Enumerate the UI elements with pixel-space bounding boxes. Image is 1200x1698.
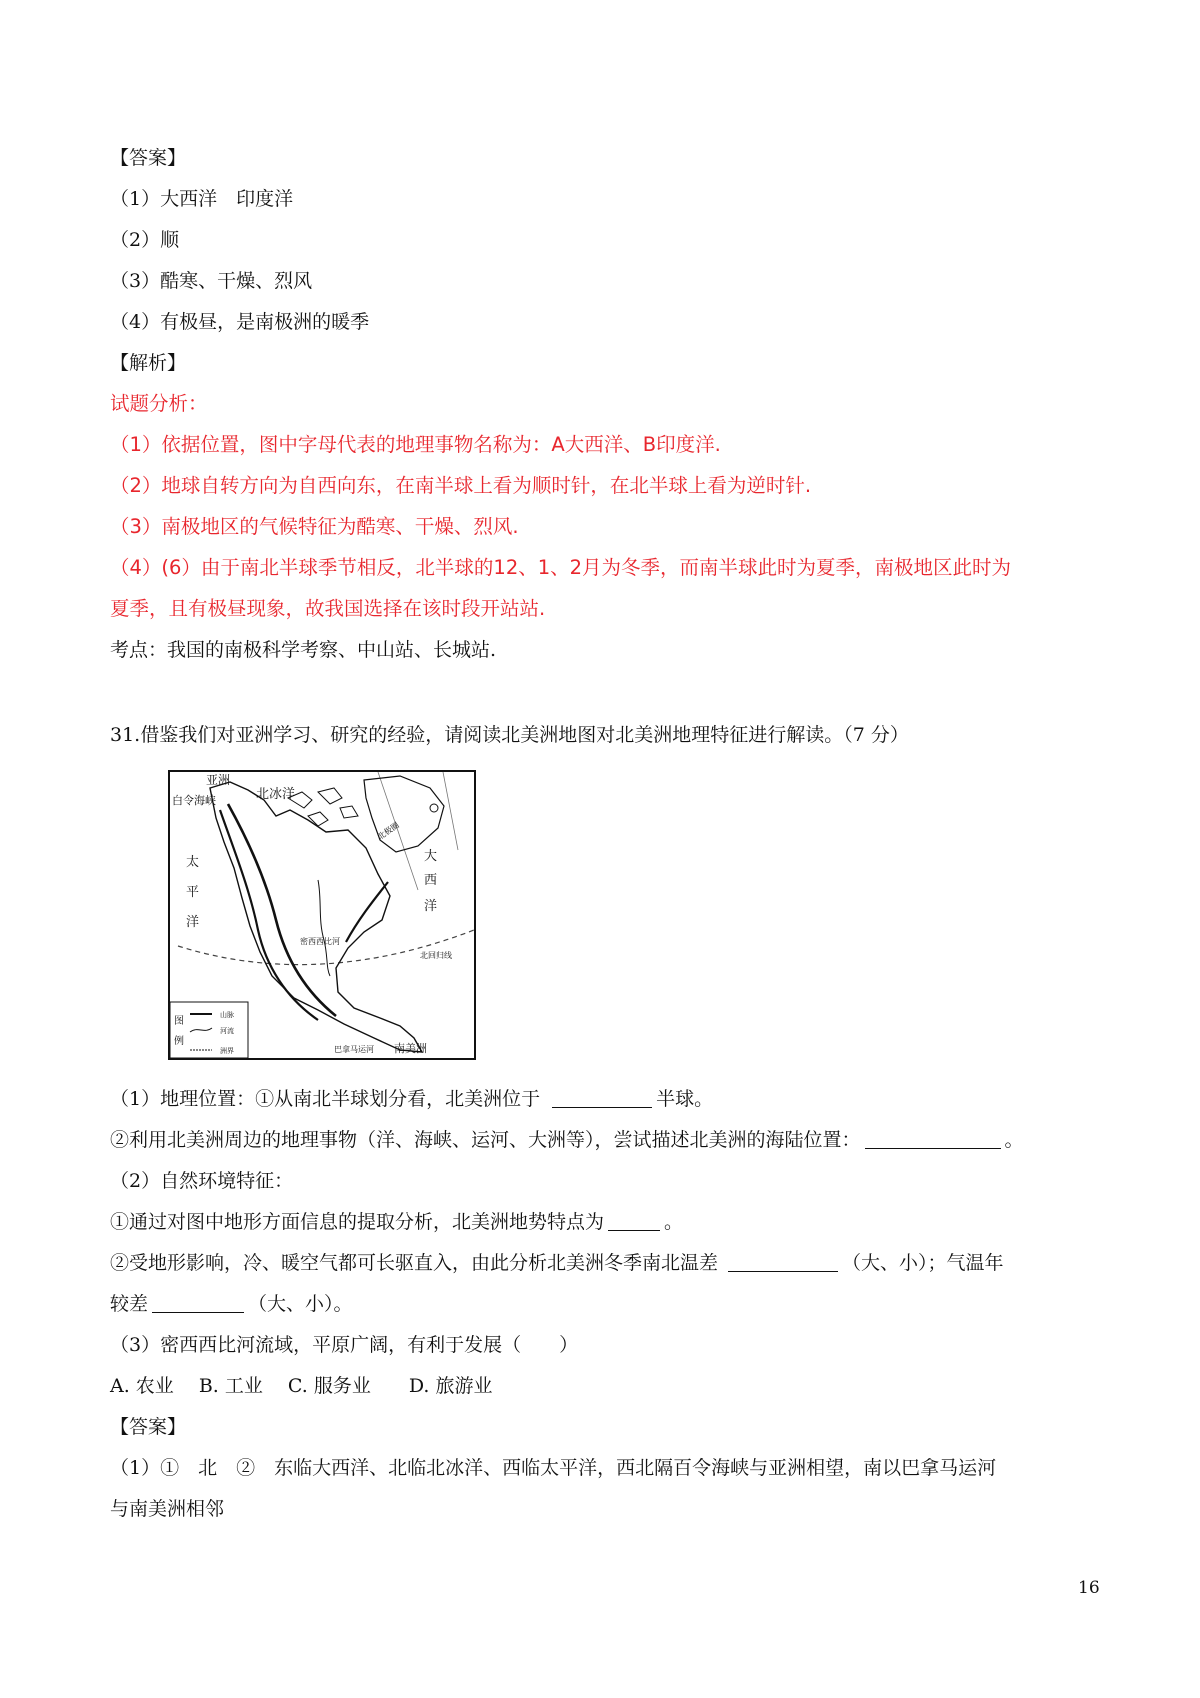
q2-b-text: ②受地形影响，冷、暖空气都可长驱直入，由此分析北美洲冬季南北温差 [110, 1252, 719, 1274]
q2-heading: （2）自然环境特征： [110, 1170, 294, 1192]
label-mississippi: 密西西比河 [300, 937, 340, 946]
kaodian-line: 考点：我国的南极科学考察、中山站、长城站. [110, 639, 497, 661]
answer-2-line: 与南美洲相邻 [110, 1498, 225, 1520]
question-stem: 31.借鉴我们对亚洲学习、研究的经验，请阅读北美洲地图对北美洲地理特征进行解读。（7 分） [110, 724, 909, 746]
answer-blank[interactable] [608, 1212, 660, 1231]
north-america-map [168, 770, 476, 1060]
analysis-heading: 【解析】 [110, 352, 187, 374]
q1-a [110, 1087, 713, 1111]
q3-options: A. 农业 B. 工业 C. 服务业 D. 旅游业 [110, 1375, 493, 1397]
legend-item: 河流 [220, 1027, 234, 1035]
legend-item: 山脉 [220, 1011, 234, 1019]
label-panama: 巴拿马运河 [334, 1045, 374, 1054]
analysis-line: 夏季，且有极昼现象，故我国选择在该时段开站站. [110, 597, 546, 620]
analysis-line: （2）地球自转方向为自西向东，在南半球上看为顺时针，在北半球上看为逆时针. [110, 474, 812, 497]
label-pacific-3: 洋 [186, 915, 200, 930]
label-tropic: 北回归线 [420, 951, 452, 960]
label-greenland: 北极圈 [375, 820, 401, 842]
label-atlantic-2: 西 [424, 873, 438, 888]
answer-line: （3）酷寒、干燥、烈风 [110, 270, 313, 292]
q1-b-text: ②利用北美洲周边的地理事物（洋、海峡、运河、大洲等），尝试描述北美洲的海陆位置： [110, 1129, 861, 1151]
answer-heading-1: 【答案】 [110, 147, 187, 169]
answer-line: （2）顺 [110, 229, 180, 251]
q2-c [110, 1292, 353, 1316]
q2-c-suffix: （大、小）。 [248, 1293, 353, 1315]
answer-line: （4）有极昼，是南极洲的暖季 [110, 311, 370, 333]
legend-title-2: 例 [174, 1036, 184, 1047]
label-atlantic-3: 洋 [424, 899, 438, 914]
answer-blank[interactable] [728, 1253, 838, 1272]
answer-2-line: （1）① 北 ② 东临大西洋、北临北冰洋、西临太平洋，西北隔百令海峡与亚洲相望，南以巴拿马运河 [110, 1457, 997, 1479]
answer-blank[interactable] [552, 1089, 652, 1108]
answer-blank[interactable] [865, 1130, 1001, 1149]
q2-a-suffix: 。 [664, 1211, 684, 1233]
q1-b-suffix: 。 [1004, 1129, 1024, 1151]
q1-b [110, 1128, 1024, 1152]
answer-heading-2: 【答案】 [110, 1416, 187, 1438]
label-arctic: 北冰洋 [256, 787, 296, 802]
analysis-line: （3）南极地区的气候特征为酷寒、干燥、烈风. [110, 515, 519, 538]
page-number: 16 [1078, 1578, 1100, 1598]
label-asia: 亚洲 [206, 773, 231, 787]
label-south-america: 南美洲 [394, 1042, 427, 1055]
legend-item: 洲界 [220, 1047, 234, 1055]
label-atlantic-1: 大 [424, 849, 438, 864]
analysis-line: 试题分析： [110, 392, 208, 415]
q2-c-text: 较差 [110, 1293, 149, 1315]
q1-a-suffix: 半球。 [656, 1088, 714, 1110]
q2-a-text: ①通过对图中地形方面信息的提取分析，北美洲地势特点为 [110, 1211, 605, 1233]
analysis-line: （1）依据位置，图中字母代表的地理事物名称为：A大西洋、B印度洋. [110, 433, 721, 456]
label-pacific-2: 平 [186, 885, 200, 900]
answer-blank[interactable] [152, 1294, 244, 1313]
answer-line: （1）大西洋 印度洋 [110, 188, 294, 210]
q2-b-suffix: （大、小）；气温年 [842, 1252, 1004, 1274]
label-pacific-1: 太 [186, 855, 200, 870]
map-legend [170, 1002, 248, 1058]
q2-b [110, 1251, 1004, 1275]
q1-a-text: （1）地理位置：①从南北半球划分看，北美洲位于 [110, 1088, 541, 1110]
q2-a [110, 1210, 683, 1234]
legend-title-1: 图 [174, 1016, 184, 1027]
label-bering: 白令海峡 [172, 794, 216, 807]
analysis-line: （4）(6）由于南北半球季节相反，北半球的12、1、2月为冬季，而南半球此时为夏季，南极地区此时为 [110, 556, 1012, 579]
q3: （3）密西西比河流域，平原广阔，有利于发展（ ） [110, 1334, 579, 1356]
